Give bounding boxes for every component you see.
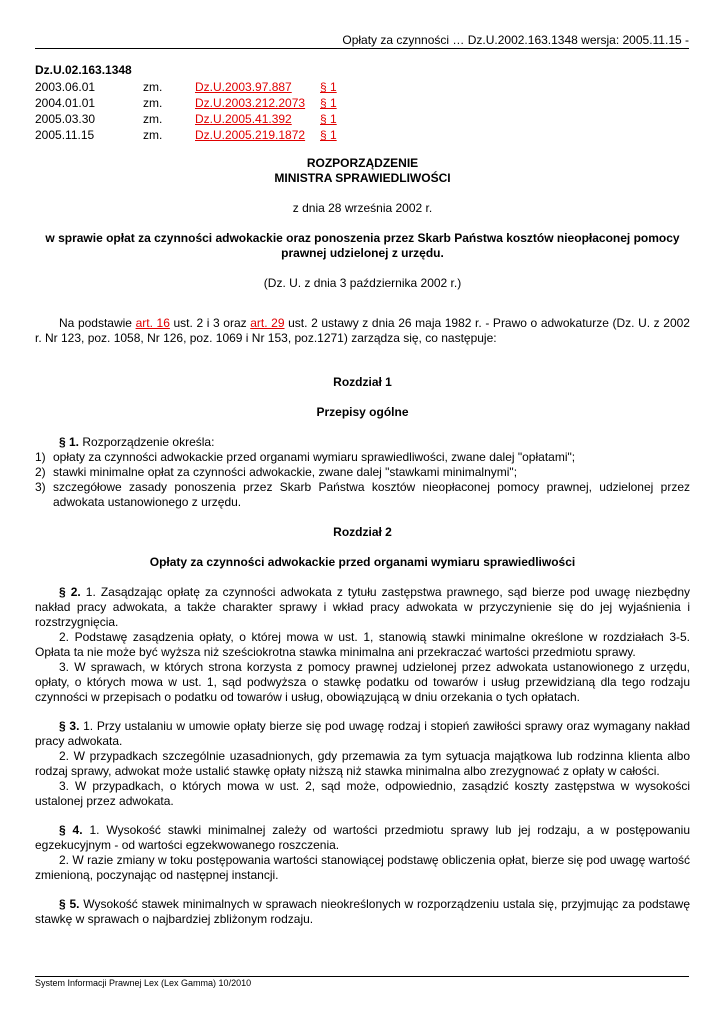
amendment-row [35,95,690,111]
list-item [35,450,690,465]
act-type-heading: ROZPORZĄDZENIE [306,156,419,170]
section-2-para-3: 3. W sprawach, w których strona korzysta z pomocy prawnej udzielonej przez adwokata ustanowionego z urzędu, opłaty, o których mowa w ust. 1, sąd podwyższa o stawkę podatku od towarów i usług przewidzianą dla tego rodzaju czynności w przepisach o podatku od towarów i usług, obowiązującą w dniu orzekania o tych opłatach. [35,660,690,704]
amendment-section-link[interactable]: § 1 [320,96,337,110]
amendment-link[interactable]: Dz.U.2005.41.392 [195,112,292,126]
preamble [35,316,690,346]
list-item-text: szczegółowe zasady ponoszenia przez Skarb Państwa kosztów nieopłaconej pomocy prawnej, udzielonej przez adwokata ustanowionego z urzędu. [53,480,690,509]
section-mark: § 1. [59,435,80,449]
preamble-text: ust. 2 ustawy z dnia 26 maja 1982 r. - Prawo o adwokaturze (Dz. U. z 2002 r. Nr 123, poz. 1058, Nr 126, poz. 1069 i Nr 153, poz.1271) zarządza się, co następuje: [35,316,690,345]
amendment-section-link[interactable]: § 1 [320,80,337,94]
preamble-text: ust. 2 i 3 oraz [169,316,251,330]
issuer-heading: MINISTRA SPRAWIEDLIWOŚCI [274,171,451,185]
section-4-para-2: 2. W razie zmiany w toku postępowania wartości stanowiącej podstawę obliczenia opłat, bierze się pod uwagę wartość zmienioną, poczynając od następnej instancji. [35,853,690,882]
section-mark: § 5. [59,897,80,911]
header-rule [35,48,689,49]
amendment-row [35,111,690,127]
list-item-text: stawki minimalne opłat za czynności adwokackie, zwane dalej "stawkami minimalnymi"; [53,465,518,479]
footer-text: System Informacji Prawnej Lex (Lex Gamma) 10/2010 [35,978,252,988]
section-2 [35,585,690,705]
footer-rule [35,976,689,977]
section-3 [35,719,690,809]
chapter-2-label: Rozdział 2 [333,525,392,539]
section-text: 1. Przy ustalaniu w umowie opłaty bierze się pod uwagę rodzaj i stopień zawiłości sprawy oraz wymagany nakład pracy adwokata. [35,719,690,748]
running-header: Opłaty za czynności … Dz.U.2002.163.1348 wersja: 2005.11.15 - [342,33,689,47]
section-mark: § 2. [59,585,81,599]
chapter-1-label: Rozdział 1 [333,375,392,389]
section-4 [35,823,690,883]
preamble-text: Na podstawie [59,316,136,330]
act-date: z dnia 28 września 2002 r. [292,201,433,215]
list-item [35,480,690,510]
section-mark: § 3. [59,719,80,733]
section-4-para-1 [35,823,690,853]
amendment-type: zm. [143,112,163,126]
section-text: 1. Zasądzając opłatę za czynności adwokata z tytułu zastępstwa prawnego, sąd bierze pod uwagę niezbędny nakład pracy adwokata, a także charakter sprawy i wkład pracy adwokata w przyczynienie się do jej wyjaśnienia i rozstrzygnięcia. [35,585,691,629]
chapter-2-title: Opłaty za czynności adwokackie przed organami wymiaru sprawiedliwości [149,555,576,569]
section-text: 1. Wysokość stawki minimalnej zależy od wartości przedmiotu sprawy lub jej rodzaju, a w postępowaniu egzekucyjnym - od wartości egzekwowanego roszczenia. [35,823,690,852]
amendment-type: zm. [143,80,163,94]
publication-note: (Dz. U. z dnia 3 października 2002 r.) [263,276,462,290]
section-3-para-2: 2. W przypadkach szczególnie uzasadnionych, gdy przemawia za tym sytuacja majątkowa lub rodzinna klienta albo rodzaj sprawy, adwokat może ustalić stawkę opłaty niższą niż stawka minimalna albo zrezygnować z opłaty w całości. [35,749,690,778]
section-5-para-1 [35,897,690,927]
amendment-section-link[interactable]: § 1 [320,112,337,126]
section-2-para-2: 2. Podstawę zasądzenia opłaty, o której mowa w ust. 1, stanowią stawki minimalne określone w rozdziałach 3-5. Opłata ta nie może być wyższa niż sześciokrotna stawka minimalna ani przekraczać wartości przedmiotu sprawy. [35,630,690,659]
amendment-row [35,79,690,95]
amendment-link[interactable]: Dz.U.2005.219.1872 [195,128,306,142]
amendment-section-link[interactable]: § 1 [320,128,337,142]
list-item-text: opłaty za czynności adwokackie przed organami wymiaru sprawiedliwości, zwane dalej "opłatami"; [53,450,576,464]
amendment-date: 2005.11.15 [35,128,95,142]
list-item-number: 3) [35,480,46,494]
amendment-link[interactable]: Dz.U.2003.212.2073 [195,96,306,110]
section-2-para-1 [35,585,690,630]
section-1-intro [35,435,690,450]
section-text: Wysokość stawek minimalnych w sprawach nieokreślonych w rozporządzeniu ustala się, przyjmując za podstawę stawkę w sprawach o najbardziej zbliżonym rodzaju. [35,897,691,926]
section-mark: § 4. [59,823,83,837]
amendment-date: 2004.01.01 [35,96,96,110]
amendment-link[interactable]: Dz.U.2003.97.887 [195,80,292,94]
section-3-para-1 [35,719,690,749]
article-16-link[interactable]: art. 16 [135,316,170,330]
amendment-date: 2005.03.30 [35,112,96,126]
amendment-row [35,127,690,143]
list-item-number: 1) [35,450,46,464]
article-29-link[interactable]: art. 29 [250,316,285,330]
section-text: Rozporządzenie określa: [79,435,215,449]
section-3-para-3: 3. W przypadkach, o których mowa w ust. 2, sąd może, odpowiednio, zasądzić koszty zastępstwa w wysokości ustalonej przez adwokata. [35,779,690,808]
act-subject: w sprawie opłat za czynności adwokackie oraz ponoszenia przez Skarb Państwa kosztów nieopłaconej pomocy prawnej udzielonej z urzędu. [45,231,680,260]
list-item-number: 2) [35,465,46,479]
amendment-type: zm. [143,96,163,110]
amendment-date: 2003.06.01 [35,80,96,94]
amendment-type: zm. [143,128,163,142]
section-5 [35,897,690,927]
chapter-1-title: Przepisy ogólne [316,405,409,419]
document-body [35,63,690,927]
list-item [35,465,690,480]
document-id: Dz.U.02.163.1348 [35,63,132,77]
section-1 [35,435,690,510]
